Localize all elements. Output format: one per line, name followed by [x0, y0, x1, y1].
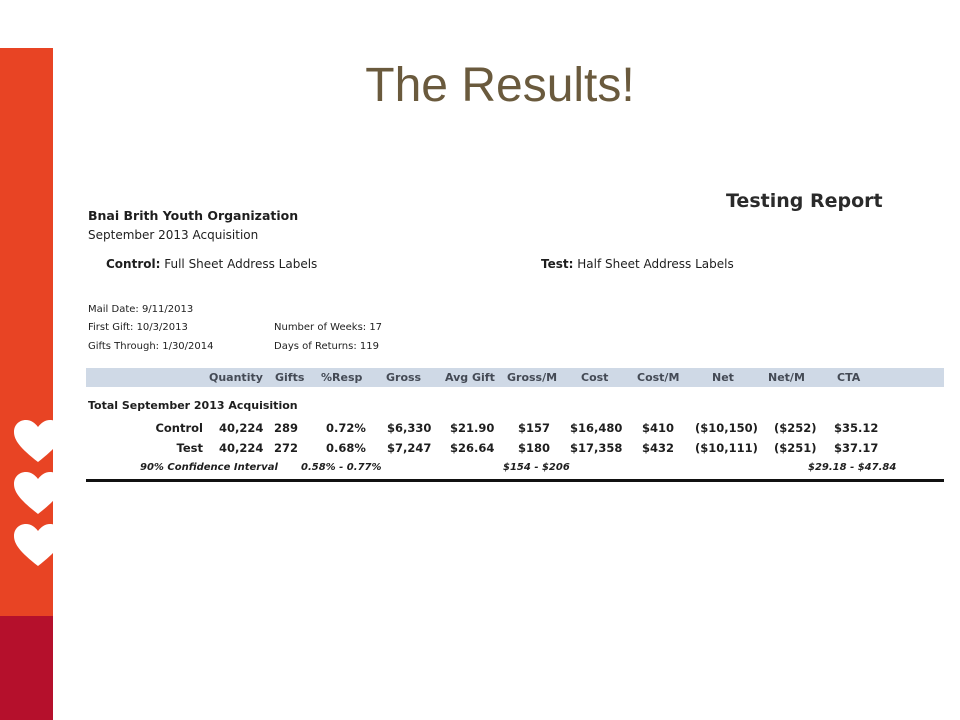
number-of-weeks: Number of Weeks: 17	[274, 322, 383, 333]
table-cell: $17,358	[570, 441, 623, 455]
test-value: Half Sheet Address Labels	[577, 257, 734, 271]
testing-report	[86, 188, 944, 484]
gifts-through-date: Gifts Through: 1/30/2014	[88, 341, 214, 352]
table-cell: $157	[517, 421, 550, 435]
table-bottom-rule	[86, 479, 944, 482]
table-cell: ($10,111)	[695, 441, 758, 455]
column-header: Quantity	[209, 371, 263, 384]
slide-title: The Results!	[365, 59, 635, 112]
days-of-returns: Days of Returns: 119	[274, 341, 379, 352]
table-cell: $35.12	[834, 421, 879, 435]
table-cell: $37.17	[834, 441, 879, 455]
control-label: Control:	[106, 257, 161, 271]
row-label: Control	[155, 421, 203, 435]
table-cell: 0.72%	[326, 421, 366, 435]
table-cell: $7,247	[387, 441, 432, 455]
table-cell: 289	[274, 421, 299, 435]
table-cell: $21.90	[450, 421, 495, 435]
column-header: Avg Gift	[445, 371, 495, 384]
table-cell: 40,224	[219, 441, 264, 455]
confidence-interval-label: 90% Confidence Interval	[140, 462, 278, 473]
confidence-interval-gross-m: $154 - $206	[503, 462, 570, 473]
control-description	[106, 257, 317, 271]
table-cell: 40,224	[219, 421, 264, 435]
control-value: Full Sheet Address Labels	[164, 257, 318, 271]
test-description	[541, 257, 734, 271]
column-header: Cost/M	[637, 371, 680, 384]
column-header: %Resp	[321, 371, 363, 384]
heart-icon	[14, 524, 62, 568]
section-title: Total September 2013 Acquisition	[88, 399, 298, 412]
column-header: Gross/M	[507, 371, 558, 384]
column-header: Gifts	[275, 371, 305, 384]
column-header: Cost	[581, 371, 609, 384]
report-title: Testing Report	[726, 190, 883, 212]
confidence-interval-resp: 0.58% - 0.77%	[301, 462, 382, 473]
campaign-name: September 2013 Acquisition	[88, 228, 259, 242]
heart-icon	[14, 420, 62, 464]
row-label: Test	[176, 441, 203, 455]
heart-icon	[14, 472, 62, 516]
column-header: Net/M	[768, 371, 805, 384]
table-cell: $6,330	[387, 421, 432, 435]
table-cell: 0.68%	[326, 441, 366, 455]
table-cell: $26.64	[450, 441, 495, 455]
first-gift-date: First Gift: 10/3/2013	[88, 322, 188, 333]
table-cell: ($252)	[774, 421, 817, 435]
table-cell: ($10,150)	[695, 421, 758, 435]
table-cell: $16,480	[570, 421, 623, 435]
table-cell: $180	[517, 441, 550, 455]
table-cell: $410	[641, 421, 674, 435]
table-cell: $432	[641, 441, 674, 455]
column-header: Gross	[386, 371, 422, 384]
mail-date: Mail Date: 9/11/2013	[88, 304, 194, 315]
confidence-interval-cta: $29.18 - $47.84	[808, 462, 897, 473]
test-label: Test:	[541, 257, 574, 271]
organization-name: Bnai Brith Youth Organization	[88, 208, 299, 223]
table-cell: ($251)	[774, 441, 817, 455]
side-accent-bar-bottom	[0, 616, 53, 720]
column-header: Net	[712, 371, 734, 384]
column-header: CTA	[837, 371, 861, 384]
table-cell: 272	[274, 441, 299, 455]
